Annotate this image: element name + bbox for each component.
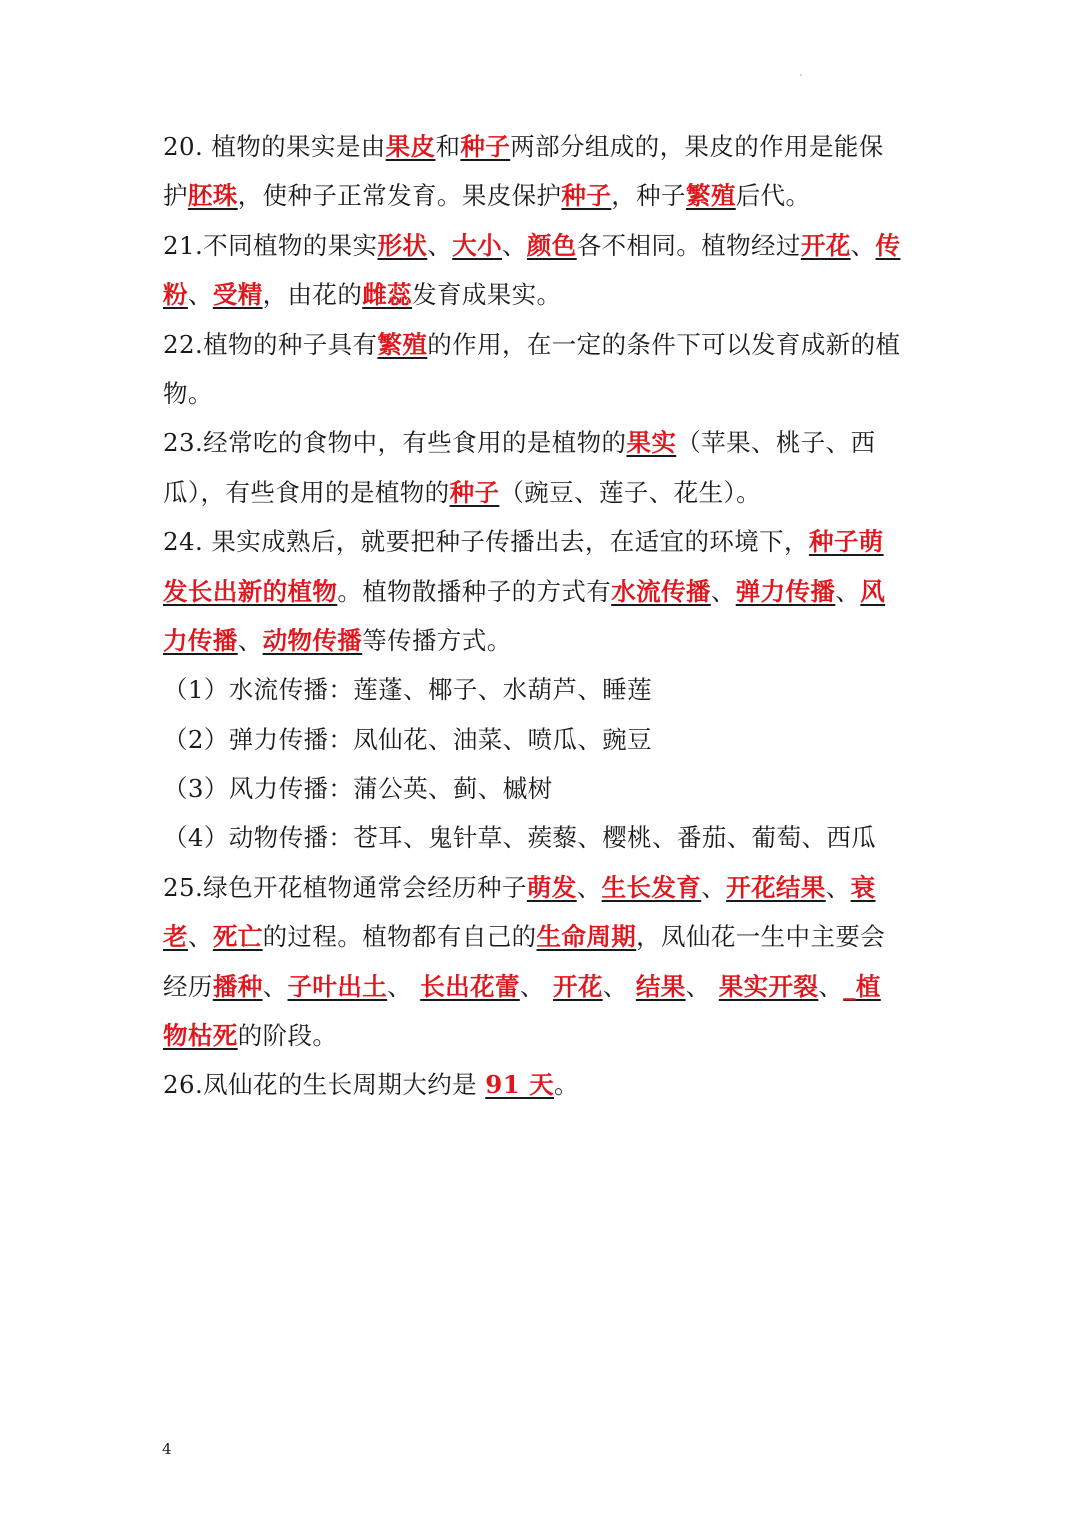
text-line — [163, 418, 923, 467]
body-text: 23.经常吃的食物中，有些食用的是植物的 — [163, 428, 627, 458]
answer-text: 传 — [875, 230, 901, 260]
text-line — [163, 122, 923, 171]
text-line — [163, 221, 923, 270]
body-text: 24. 果实成熟后，就要把种子传播出去，在适宜的环境下， — [163, 527, 809, 557]
body-text: 、 — [818, 971, 844, 1001]
body-text: 物。 — [163, 378, 213, 408]
answer-text: 大小 — [452, 230, 502, 260]
body-text: （1）水流传播：莲蓬、椰子、水葫芦、睡莲 — [163, 675, 653, 705]
text-line — [163, 912, 923, 961]
answer-text: 生命周期 — [536, 922, 637, 952]
answer-text: 风 — [860, 576, 886, 606]
body-text: 和 — [435, 132, 461, 161]
answer-text: 萌发 — [526, 872, 577, 902]
body-text: 、 — [576, 872, 602, 902]
body-text: （4）动物传播：苍耳、鬼针草、蒺藜、樱桃、番茄、葡萄、西瓜 — [163, 823, 877, 853]
body-text: 两部分组成的，果皮的作用是能保 — [510, 132, 884, 161]
answer-text: 胚珠 — [187, 181, 238, 211]
body-text: （豌豆、莲子、花生）。 — [499, 477, 762, 507]
body-text: 。植物散播种子的方式有 — [337, 576, 612, 606]
body-text: 、 — [427, 230, 453, 260]
answer-text: _植 — [843, 971, 881, 1001]
body-text: 、 — [237, 625, 263, 655]
body-text: 、 — [835, 576, 861, 606]
body-text: 22.植物的种子具有 — [163, 329, 378, 359]
body-text: 21.不同植物的果实 — [163, 230, 378, 260]
body-text: 、 — [685, 971, 719, 1001]
answer-text: 受精 — [212, 280, 263, 310]
body-text: ，种子 — [611, 181, 686, 211]
body-text: 发育成果实。 — [412, 280, 562, 310]
answer-text: 老 — [163, 922, 188, 952]
body-text: 的阶段。 — [237, 1021, 338, 1051]
answer-text: 形状 — [377, 230, 428, 260]
answer-text: 繁殖 — [377, 329, 428, 359]
text-line — [163, 1060, 923, 1109]
answer-text: 发长出新的植物 — [163, 576, 338, 606]
answer-text: 力传播 — [163, 625, 238, 655]
page-number: 4 — [162, 1440, 172, 1458]
text-line — [163, 616, 923, 665]
answer-text: 开花结果 — [726, 872, 826, 902]
answer-text: 果实开裂 — [718, 971, 819, 1001]
answer-text: 播种 — [212, 971, 263, 1001]
answer-text: 物枯死 — [163, 1021, 238, 1051]
body-text: 、 — [387, 971, 421, 1001]
body-text: （苹果、桃子、西 — [676, 428, 876, 458]
answer-text: 子叶出土 — [287, 971, 388, 1001]
text-line — [163, 517, 923, 566]
answer-text: 种子萌 — [808, 527, 884, 557]
body-text: 瓜），有些食用的是植物的 — [163, 477, 450, 507]
body-text: 等传播方式。 — [362, 625, 512, 655]
body-text: ，凤仙花一生中主要会 — [636, 922, 886, 952]
text-line — [163, 468, 923, 517]
body-text: 护 — [163, 181, 188, 211]
body-text: 25.绿色开花植物通常会经历种子 — [163, 872, 527, 902]
text-line — [163, 320, 923, 369]
text-line — [163, 171, 923, 220]
answer-text: 结果 — [635, 971, 686, 1001]
text-line — [163, 715, 923, 764]
answer-text: 水流传播 — [611, 576, 711, 606]
text-line — [163, 764, 923, 813]
answer-text: 生长发育 — [601, 872, 702, 902]
body-text: 、 — [701, 872, 727, 902]
body-text: 经历 — [163, 971, 213, 1001]
body-text: 后代。 — [735, 181, 811, 211]
body-text: 、 — [850, 230, 876, 260]
scan-speck — [800, 74, 802, 76]
answer-text: 果实 — [626, 428, 677, 458]
answer-text: 死亡 — [212, 922, 263, 952]
answer-text: 91 天 — [485, 1070, 554, 1100]
text-line — [163, 813, 923, 862]
body-text: （2）弹力传播：凤仙花、油菜、喷瓜、豌豆 — [163, 724, 653, 754]
text-line — [163, 1011, 923, 1060]
body-text: 各不相同。植物经过 — [576, 230, 801, 260]
body-text: ，使种子正常发育。果皮保护 — [237, 181, 562, 211]
answer-text: 动物传播 — [262, 625, 363, 655]
answer-text: 颜色 — [526, 230, 577, 260]
body-text: 、 — [825, 872, 851, 902]
text-line — [163, 962, 923, 1011]
answer-text: 开花 — [552, 971, 603, 1001]
answer-text: 粉 — [163, 280, 188, 310]
body-text: 。 — [553, 1070, 579, 1100]
answer-text: 种子 — [449, 477, 500, 507]
body-text: 26.凤仙花的生长周期大约是 — [163, 1070, 486, 1100]
text-line — [163, 567, 923, 616]
answer-text: 种子 — [460, 132, 511, 161]
answer-text: 繁殖 — [685, 181, 736, 211]
body-text: ，由花的 — [262, 280, 363, 310]
text-line — [163, 665, 923, 714]
answer-text: 开花 — [800, 230, 851, 260]
answer-text: 衰 — [850, 872, 876, 902]
body-text: 的作用，在一定的条件下可以发育成新的植 — [427, 329, 901, 359]
body-text: 、 — [187, 280, 213, 310]
body-text: 、 — [187, 922, 213, 952]
body-text: 、 — [602, 971, 636, 1001]
body-text: 、 — [262, 971, 288, 1001]
body-text: 的过程。植物都有自己的 — [262, 922, 537, 952]
body-text: 、 — [710, 576, 736, 606]
answer-text: 雌蕊 — [362, 280, 413, 310]
document-body — [163, 122, 923, 1110]
answer-text: 弹力传播 — [735, 576, 836, 606]
text-line — [163, 270, 923, 319]
text-line — [163, 369, 923, 418]
body-text: 、 — [502, 230, 527, 260]
body-text: 20. 植物的果实是由 — [163, 132, 386, 161]
answer-text: 果皮 — [385, 132, 436, 161]
answer-text: 长出花蕾 — [420, 971, 520, 1001]
answer-text: 种子 — [561, 181, 612, 211]
body-text: 、 — [519, 971, 553, 1001]
body-text: （3）风力传播：蒲公英、蓟、槭树 — [163, 774, 553, 804]
text-line — [163, 863, 923, 912]
